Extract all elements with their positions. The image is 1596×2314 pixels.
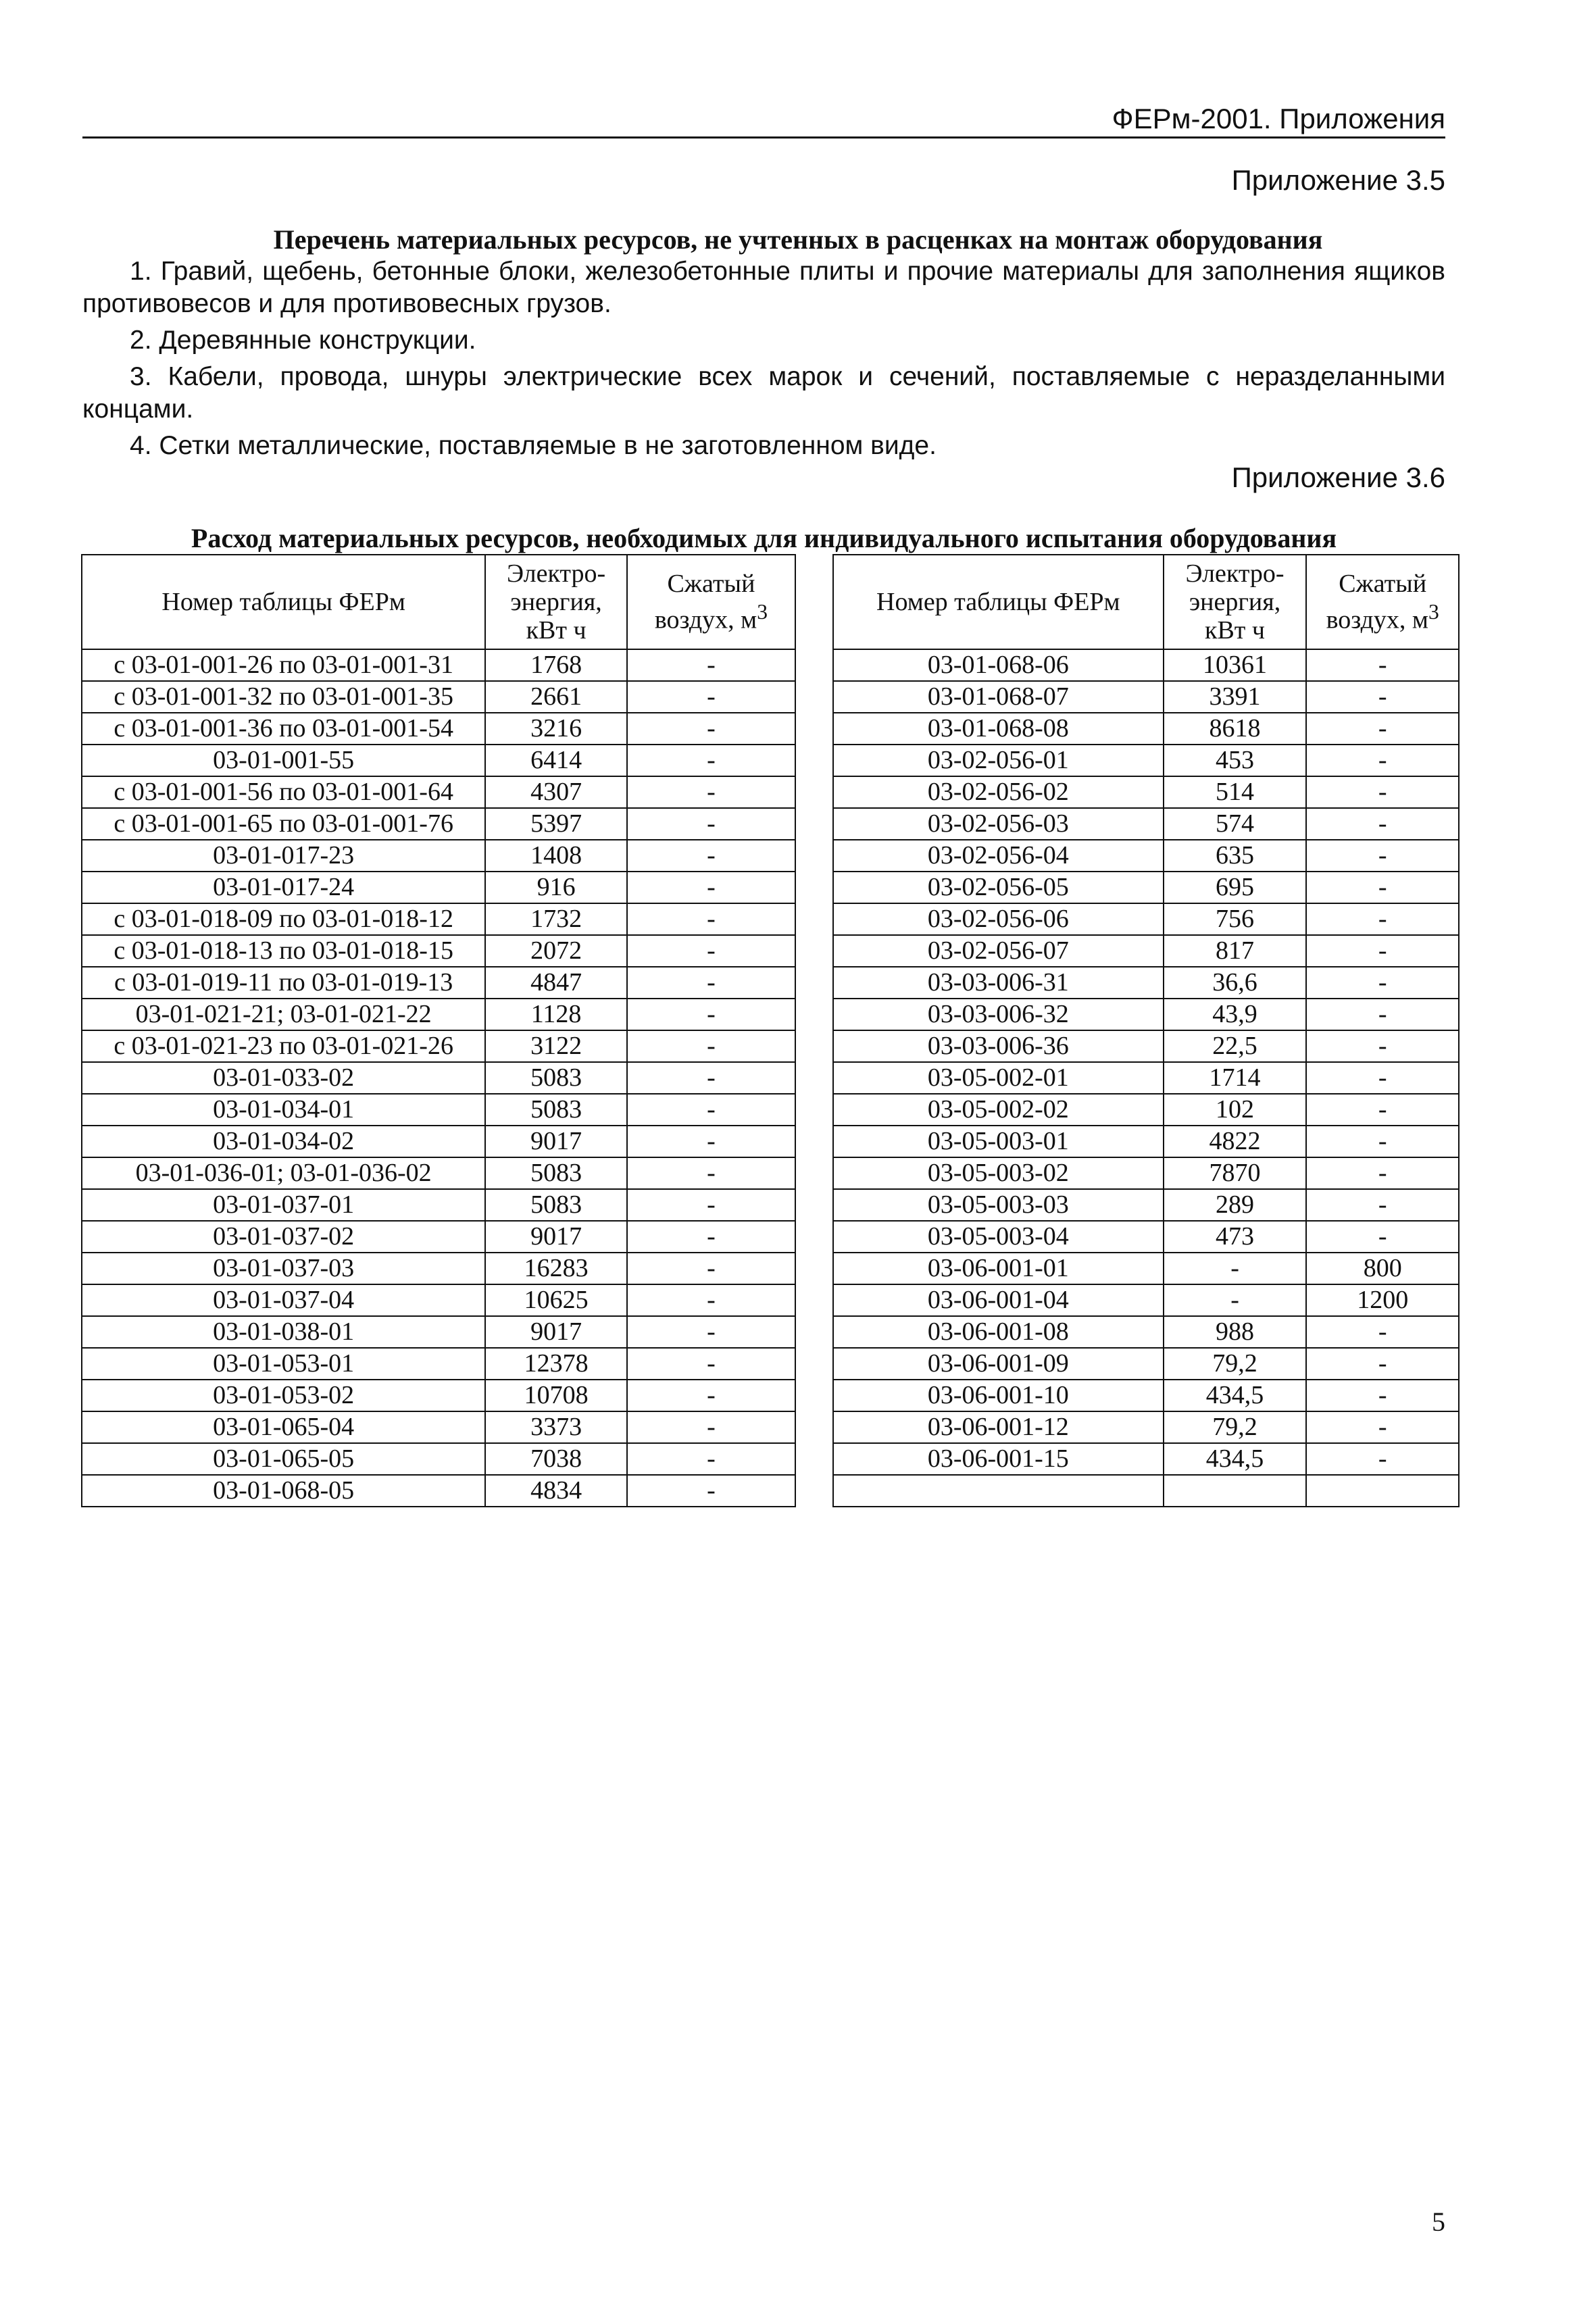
cell-energy: 3216 bbox=[485, 713, 627, 745]
cell-air: - bbox=[627, 1062, 795, 1094]
cell-air: - bbox=[1306, 1157, 1459, 1189]
cell-table-no: 03-01-065-05 bbox=[82, 1443, 485, 1475]
cell-air: - bbox=[1306, 840, 1459, 872]
cell-air: - bbox=[627, 935, 795, 967]
appendix-3-5-title: Перечень материальных ресурсов, не учтенных в расценках на монтаж оборудования bbox=[273, 224, 1323, 255]
cell-energy: 635 bbox=[1164, 840, 1307, 872]
cell-air: - bbox=[1306, 1221, 1459, 1253]
cell-air: - bbox=[1306, 903, 1459, 935]
table-row bbox=[833, 1189, 1459, 1221]
cell-energy: 756 bbox=[1164, 903, 1307, 935]
cell-table-no: с 03-01-019-11 по 03-01-019-13 bbox=[82, 967, 485, 999]
page-number: 5 bbox=[1432, 2207, 1445, 2237]
cell-energy: 10708 bbox=[485, 1380, 627, 1411]
column-header-air: Сжатый воздух, $м^3$ bbox=[1306, 555, 1459, 649]
cell-air bbox=[1306, 1475, 1459, 1507]
table-row bbox=[82, 1475, 795, 1507]
table-row bbox=[833, 1221, 1459, 1253]
cell-air: - bbox=[627, 1380, 795, 1411]
table-row bbox=[833, 1475, 1459, 1507]
table-row bbox=[82, 840, 795, 872]
table-row bbox=[82, 745, 795, 776]
table-row bbox=[82, 872, 795, 903]
cell-energy: 695 bbox=[1164, 872, 1307, 903]
cell-table-no: 03-01-001-55 bbox=[82, 745, 485, 776]
cell-table-no bbox=[833, 1475, 1164, 1507]
cell-air: - bbox=[1306, 999, 1459, 1030]
cell-energy: 4307 bbox=[485, 776, 627, 808]
column-header-table-no: Номер таблицы ФЕРм bbox=[82, 555, 485, 649]
cell-energy: 7038 bbox=[485, 1443, 627, 1475]
cell-energy: 4834 bbox=[485, 1475, 627, 1507]
appendix-3-5-list bbox=[82, 255, 1445, 466]
column-header-air: Сжатый воздух, $м^3$ bbox=[627, 555, 795, 649]
table-row bbox=[833, 1411, 1459, 1443]
cell-table-no: 03-01-017-24 bbox=[82, 872, 485, 903]
table-row bbox=[833, 999, 1459, 1030]
cell-energy: 1714 bbox=[1164, 1062, 1307, 1094]
cell-air: - bbox=[1306, 1411, 1459, 1443]
cell-table-no: с 03-01-001-26 по 03-01-001-31 bbox=[82, 649, 485, 681]
cell-energy: 12378 bbox=[485, 1348, 627, 1380]
resource-table-left bbox=[81, 554, 796, 1507]
table-row bbox=[82, 1253, 795, 1284]
cell-energy: 10361 bbox=[1164, 649, 1307, 681]
cell-table-no: 03-06-001-12 bbox=[833, 1411, 1164, 1443]
appendix-3-5-label: Приложение 3.5 bbox=[1231, 164, 1445, 196]
cell-energy: 574 bbox=[1164, 808, 1307, 840]
cell-table-no: 03-06-001-08 bbox=[833, 1316, 1164, 1348]
cell-table-no: 03-05-003-03 bbox=[833, 1189, 1164, 1221]
table-row bbox=[833, 903, 1459, 935]
cell-energy: 1768 bbox=[485, 649, 627, 681]
cell-energy: 3391 bbox=[1164, 681, 1307, 713]
cell-air: - bbox=[627, 1157, 795, 1189]
cell-energy: 79,2 bbox=[1164, 1411, 1307, 1443]
table-row bbox=[82, 649, 795, 681]
cell-table-no: с 03-01-021-23 по 03-01-021-26 bbox=[82, 1030, 485, 1062]
cell-energy: 453 bbox=[1164, 745, 1307, 776]
table-row bbox=[833, 1157, 1459, 1189]
cell-table-no: 03-02-056-06 bbox=[833, 903, 1164, 935]
cell-energy: 5083 bbox=[485, 1157, 627, 1189]
cell-air: - bbox=[1306, 1062, 1459, 1094]
table-row bbox=[82, 967, 795, 999]
cell-energy: 79,2 bbox=[1164, 1348, 1307, 1380]
cell-air: - bbox=[1306, 935, 1459, 967]
cell-table-no: 03-02-056-05 bbox=[833, 872, 1164, 903]
cell-energy: 7870 bbox=[1164, 1157, 1307, 1189]
table-row bbox=[82, 1411, 795, 1443]
cell-energy: - bbox=[1164, 1253, 1307, 1284]
cell-table-no: 03-02-056-02 bbox=[833, 776, 1164, 808]
cell-energy: 9017 bbox=[485, 1316, 627, 1348]
cell-air: - bbox=[627, 1443, 795, 1475]
cell-air: - bbox=[627, 776, 795, 808]
cell-table-no: с 03-01-018-13 по 03-01-018-15 bbox=[82, 935, 485, 967]
cell-air: - bbox=[627, 840, 795, 872]
table-row bbox=[833, 1380, 1459, 1411]
table-row bbox=[833, 1253, 1459, 1284]
cell-table-no: 03-05-003-02 bbox=[833, 1157, 1164, 1189]
cell-air: - bbox=[1306, 1348, 1459, 1380]
table-row bbox=[82, 1189, 795, 1221]
cell-table-no: 03-01-038-01 bbox=[82, 1316, 485, 1348]
cell-energy: 1732 bbox=[485, 903, 627, 935]
cell-table-no: 03-01-037-02 bbox=[82, 1221, 485, 1253]
cell-energy: 8618 bbox=[1164, 713, 1307, 745]
cell-table-no: 03-06-001-10 bbox=[833, 1380, 1164, 1411]
table-row bbox=[82, 713, 795, 745]
table-row bbox=[833, 745, 1459, 776]
table-row bbox=[833, 776, 1459, 808]
table-row bbox=[833, 1126, 1459, 1157]
cell-air: - bbox=[1306, 681, 1459, 713]
table-row bbox=[833, 840, 1459, 872]
column-header-energy: Электро- энергия, кВт ч bbox=[485, 555, 627, 649]
cell-energy: 2072 bbox=[485, 935, 627, 967]
cell-energy bbox=[1164, 1475, 1307, 1507]
table-row bbox=[82, 808, 795, 840]
cell-energy: 102 bbox=[1164, 1094, 1307, 1126]
cell-energy: 9017 bbox=[485, 1126, 627, 1157]
cell-air: - bbox=[1306, 967, 1459, 999]
cell-table-no: 03-01-034-01 bbox=[82, 1094, 485, 1126]
cell-table-no: 03-01-037-03 bbox=[82, 1253, 485, 1284]
table-row bbox=[833, 1062, 1459, 1094]
cell-energy: 916 bbox=[485, 872, 627, 903]
table-row bbox=[833, 1030, 1459, 1062]
table-row bbox=[82, 1221, 795, 1253]
cell-air: - bbox=[1306, 649, 1459, 681]
table-row bbox=[82, 776, 795, 808]
cell-table-no: 03-01-068-05 bbox=[82, 1475, 485, 1507]
cell-energy: 3122 bbox=[485, 1030, 627, 1062]
cell-energy: 5083 bbox=[485, 1094, 627, 1126]
table-row bbox=[82, 1094, 795, 1126]
cell-air: - bbox=[627, 1094, 795, 1126]
cell-air: 1200 bbox=[1306, 1284, 1459, 1316]
cell-energy: 514 bbox=[1164, 776, 1307, 808]
cell-air: - bbox=[627, 1411, 795, 1443]
table-header-row bbox=[833, 555, 1459, 649]
cell-air: - bbox=[1306, 1189, 1459, 1221]
cell-energy: 43,9 bbox=[1164, 999, 1307, 1030]
cell-table-no: 03-01-068-08 bbox=[833, 713, 1164, 745]
cell-table-no: с 03-01-001-56 по 03-01-001-64 bbox=[82, 776, 485, 808]
cell-table-no: 03-03-006-31 bbox=[833, 967, 1164, 999]
cell-energy: 16283 bbox=[485, 1253, 627, 1284]
list-item: 3. Кабели, провода, шнуры электрические всех марок и сечений, поставляемые с неразделанными концами. bbox=[82, 362, 1445, 424]
cell-air: - bbox=[627, 1189, 795, 1221]
resource-table-right bbox=[832, 554, 1460, 1507]
cell-table-no: 03-01-068-07 bbox=[833, 681, 1164, 713]
cell-table-no: 03-01-065-04 bbox=[82, 1411, 485, 1443]
cell-table-no: 03-01-053-01 bbox=[82, 1348, 485, 1380]
table-row bbox=[82, 1126, 795, 1157]
cell-air: - bbox=[627, 903, 795, 935]
cell-air: - bbox=[627, 872, 795, 903]
table-row bbox=[833, 1348, 1459, 1380]
cell-table-no: 03-01-068-06 bbox=[833, 649, 1164, 681]
table-row bbox=[833, 1316, 1459, 1348]
cell-air: - bbox=[1306, 872, 1459, 903]
cell-table-no: с 03-01-018-09 по 03-01-018-12 bbox=[82, 903, 485, 935]
list-item: 2. Деревянные конструкции. bbox=[130, 326, 476, 355]
cell-table-no: 03-01-017-23 bbox=[82, 840, 485, 872]
cell-table-no: 03-01-021-21; 03-01-021-22 bbox=[82, 999, 485, 1030]
cell-table-no: 03-02-056-04 bbox=[833, 840, 1164, 872]
cell-table-no: 03-01-053-02 bbox=[82, 1380, 485, 1411]
list-item: 1. Гравий, щебень, бетонные блоки, железобетонные плиты и прочие материалы для заполнения ящиков противовесов и для противовесных грузов. bbox=[82, 257, 1445, 318]
table-body-left bbox=[82, 649, 795, 1507]
column-header-energy: Электро- энергия, кВт ч bbox=[1164, 555, 1307, 649]
table-row bbox=[82, 1157, 795, 1189]
list-item: 4. Сетки металлические, поставляемые в не заготовленном виде. bbox=[130, 431, 937, 460]
cell-energy: 5083 bbox=[485, 1189, 627, 1221]
cell-energy: 4822 bbox=[1164, 1126, 1307, 1157]
cell-table-no: с 03-01-001-32 по 03-01-001-35 bbox=[82, 681, 485, 713]
cell-table-no: 03-02-056-03 bbox=[833, 808, 1164, 840]
cell-energy: 289 bbox=[1164, 1189, 1307, 1221]
table-row bbox=[833, 1443, 1459, 1475]
cell-table-no: 03-01-034-02 bbox=[82, 1126, 485, 1157]
cell-table-no: 03-06-001-15 bbox=[833, 1443, 1164, 1475]
cell-air: - bbox=[1306, 1126, 1459, 1157]
cell-air: - bbox=[627, 745, 795, 776]
appendix-3-6-title: Расход материальных ресурсов, необходимых для индивидуального испытания оборудования bbox=[191, 523, 1337, 553]
cell-energy: 988 bbox=[1164, 1316, 1307, 1348]
cell-air: - bbox=[627, 808, 795, 840]
table-row bbox=[82, 903, 795, 935]
column-header-table-no: Номер таблицы ФЕРм bbox=[833, 555, 1164, 649]
cell-energy: 6414 bbox=[485, 745, 627, 776]
table-row bbox=[82, 999, 795, 1030]
cell-energy: 4847 bbox=[485, 967, 627, 999]
cell-table-no: 03-05-002-02 bbox=[833, 1094, 1164, 1126]
cell-table-no: 03-01-033-02 bbox=[82, 1062, 485, 1094]
cell-table-no: 03-01-037-04 bbox=[82, 1284, 485, 1316]
cell-energy: 5083 bbox=[485, 1062, 627, 1094]
table-row bbox=[833, 713, 1459, 745]
cell-energy: 10625 bbox=[485, 1284, 627, 1316]
cell-table-no: 03-03-006-36 bbox=[833, 1030, 1164, 1062]
cell-table-no: 03-03-006-32 bbox=[833, 999, 1164, 1030]
cell-air: - bbox=[627, 1221, 795, 1253]
cell-table-no: 03-05-003-04 bbox=[833, 1221, 1164, 1253]
table-row bbox=[833, 1094, 1459, 1126]
cell-air: - bbox=[1306, 808, 1459, 840]
cell-air: - bbox=[627, 681, 795, 713]
cell-energy: 2661 bbox=[485, 681, 627, 713]
cell-energy: 434,5 bbox=[1164, 1380, 1307, 1411]
cell-air: - bbox=[1306, 1094, 1459, 1126]
table-row bbox=[82, 1316, 795, 1348]
cell-air: - bbox=[627, 999, 795, 1030]
cell-table-no: 03-02-056-01 bbox=[833, 745, 1164, 776]
table-row bbox=[833, 872, 1459, 903]
table-header-row bbox=[82, 555, 795, 649]
cell-table-no: 03-06-001-01 bbox=[833, 1253, 1164, 1284]
cell-table-no: с 03-01-001-65 по 03-01-001-76 bbox=[82, 808, 485, 840]
cell-energy: 36,6 bbox=[1164, 967, 1307, 999]
cell-energy: 1128 bbox=[485, 999, 627, 1030]
cell-table-no: 03-05-002-01 bbox=[833, 1062, 1164, 1094]
table-row bbox=[833, 649, 1459, 681]
table-row bbox=[82, 681, 795, 713]
cell-air: - bbox=[627, 1030, 795, 1062]
cell-air: - bbox=[1306, 1030, 1459, 1062]
table-row bbox=[82, 935, 795, 967]
cell-energy: 434,5 bbox=[1164, 1443, 1307, 1475]
cell-energy: 817 bbox=[1164, 935, 1307, 967]
cell-table-no: 03-02-056-07 bbox=[833, 935, 1164, 967]
cell-air: - bbox=[627, 1126, 795, 1157]
table-row bbox=[833, 681, 1459, 713]
cell-air: 800 bbox=[1306, 1253, 1459, 1284]
table-row bbox=[833, 967, 1459, 999]
cell-air: - bbox=[627, 1284, 795, 1316]
cell-table-no: 03-01-036-01; 03-01-036-02 bbox=[82, 1157, 485, 1189]
table-row bbox=[82, 1062, 795, 1094]
table-row bbox=[833, 808, 1459, 840]
cell-air: - bbox=[627, 649, 795, 681]
cell-table-no: 03-01-037-01 bbox=[82, 1189, 485, 1221]
table-row bbox=[833, 935, 1459, 967]
table-row bbox=[82, 1443, 795, 1475]
cell-air: - bbox=[627, 1475, 795, 1507]
cell-energy: - bbox=[1164, 1284, 1307, 1316]
table-row bbox=[833, 1284, 1459, 1316]
cell-energy: 9017 bbox=[485, 1221, 627, 1253]
cell-air: - bbox=[1306, 713, 1459, 745]
cell-table-no: 03-06-001-04 bbox=[833, 1284, 1164, 1316]
table-body-right bbox=[833, 649, 1459, 1507]
cell-energy: 473 bbox=[1164, 1221, 1307, 1253]
cell-energy: 22,5 bbox=[1164, 1030, 1307, 1062]
running-header bbox=[82, 101, 1445, 139]
cell-air: - bbox=[1306, 745, 1459, 776]
table-row bbox=[82, 1284, 795, 1316]
appendix-3-6-label: Приложение 3.6 bbox=[1231, 461, 1445, 493]
cell-air: - bbox=[1306, 1316, 1459, 1348]
cell-table-no: с 03-01-001-36 по 03-01-001-54 bbox=[82, 713, 485, 745]
table-row bbox=[82, 1380, 795, 1411]
cell-energy: 5397 bbox=[485, 808, 627, 840]
cell-table-no: 03-05-003-01 bbox=[833, 1126, 1164, 1157]
cell-air: - bbox=[627, 1316, 795, 1348]
table-row bbox=[82, 1348, 795, 1380]
table-row bbox=[82, 1030, 795, 1062]
running-title: ФЕРм-2001. Приложения bbox=[1112, 103, 1445, 134]
cell-air: - bbox=[627, 713, 795, 745]
cell-table-no: 03-06-001-09 bbox=[833, 1348, 1164, 1380]
cell-air: - bbox=[1306, 776, 1459, 808]
cell-energy: 3373 bbox=[485, 1411, 627, 1443]
cell-energy: 1408 bbox=[485, 840, 627, 872]
cell-air: - bbox=[627, 967, 795, 999]
cell-air: - bbox=[1306, 1443, 1459, 1475]
cell-air: - bbox=[627, 1253, 795, 1284]
cell-air: - bbox=[627, 1348, 795, 1380]
cell-air: - bbox=[1306, 1380, 1459, 1411]
